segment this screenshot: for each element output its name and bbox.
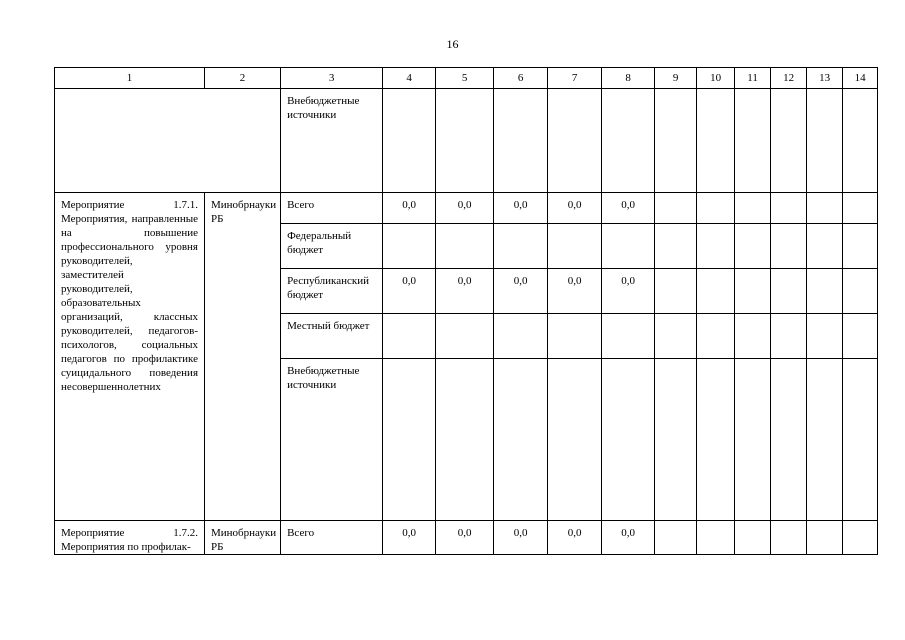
value-cell: 0,0	[548, 193, 602, 224]
value-cell: 0,0	[436, 193, 494, 224]
value-cell	[436, 314, 494, 359]
header-cell: 14	[843, 68, 878, 89]
value-cell	[494, 359, 548, 521]
header-cell: 10	[697, 68, 735, 89]
header-cell: 1	[55, 68, 205, 89]
header-cell: 6	[494, 68, 548, 89]
value-cell	[548, 314, 602, 359]
executor-cell: Минобрнауки РБ	[205, 521, 281, 555]
value-cell	[383, 224, 436, 269]
value-cell	[548, 359, 602, 521]
source-cell: Всего	[281, 193, 383, 224]
header-cell: 2	[205, 68, 281, 89]
source-cell: Внебюджетные источники	[281, 359, 383, 521]
page-number: 16	[446, 37, 459, 51]
value-cell	[602, 359, 655, 521]
value-cell	[436, 359, 494, 521]
source-cell: Республиканский бюджет	[281, 269, 383, 314]
header-cell: 11	[735, 68, 771, 89]
value-cell: 0,0	[602, 269, 655, 314]
value-cell	[602, 314, 655, 359]
empty-cell	[55, 89, 281, 193]
source-cell: Местный бюджет	[281, 314, 383, 359]
header-cell: 7	[548, 68, 602, 89]
header-cell: 3	[281, 68, 383, 89]
budget-table	[54, 67, 878, 555]
value-cell	[548, 224, 602, 269]
source-cell: Внебюджетные источники	[281, 89, 383, 193]
header-cell: 12	[771, 68, 807, 89]
value-cell	[436, 224, 494, 269]
measure-title: Мероприятие 1.7.1. Мероприятия, направленные на повышение профессионального уровня руководителей, заместителей руководителей, образовательных организаций, классных руководителей, педагогов-психологов, социальных педагогов по профилактике суицидального поведения несовершеннолетних	[55, 193, 205, 521]
value-cell: 0,0	[494, 521, 548, 555]
executor-cell: Минобрнауки РБ	[205, 193, 281, 521]
value-cell: 0,0	[548, 269, 602, 314]
header-cell: 9	[655, 68, 697, 89]
table-row	[55, 521, 878, 555]
value-cell	[494, 314, 548, 359]
table-row	[55, 193, 878, 224]
value-cell: 0,0	[383, 269, 436, 314]
value-cell: 0,0	[436, 521, 494, 555]
header-cell: 4	[383, 68, 436, 89]
value-cell	[383, 359, 436, 521]
value-cell: 0,0	[436, 269, 494, 314]
header-cell: 13	[807, 68, 843, 89]
value-cell	[602, 224, 655, 269]
value-cell	[494, 224, 548, 269]
value-cell: 0,0	[602, 193, 655, 224]
source-cell: Всего	[281, 521, 383, 555]
value-cell: 0,0	[383, 521, 436, 555]
value-cell: 0,0	[494, 193, 548, 224]
value-cell	[383, 314, 436, 359]
header-cell: 8	[602, 68, 655, 89]
table-row	[55, 89, 878, 193]
value-cell: 0,0	[548, 521, 602, 555]
value-cell: 0,0	[494, 269, 548, 314]
source-cell: Федеральный бюджет	[281, 224, 383, 269]
measure-title: Мероприятие 1.7.2. Мероприятия по профилак-	[55, 521, 205, 555]
value-cell: 0,0	[602, 521, 655, 555]
value-cell: 0,0	[383, 193, 436, 224]
header-cell: 5	[436, 68, 494, 89]
header-row	[55, 68, 878, 89]
